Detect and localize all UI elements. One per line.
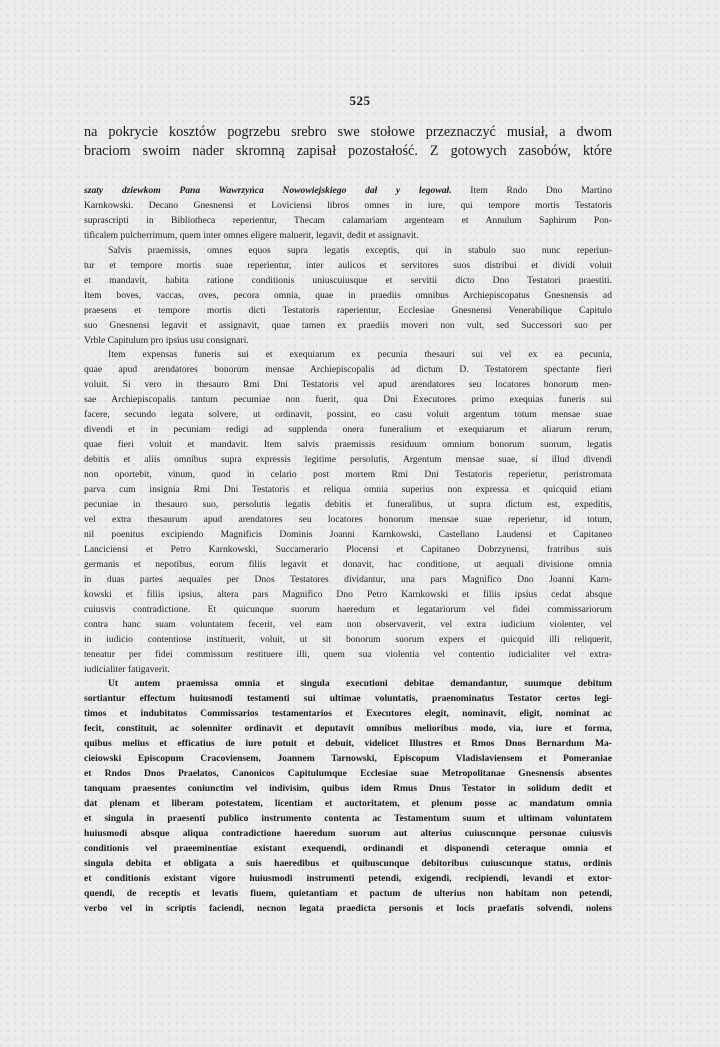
latin-line: Karnkowski. Decano Gnesnensi et Loviciensi libros omnes in iure, qui tempore mortis Testatoris (84, 199, 612, 211)
latin-line: Item boves, vaccas, oves, pecora omnia, quae in praediis omnibus Archiepiscopatus Gnesnensis ad (84, 289, 612, 301)
latin-text-block (84, 184, 612, 917)
latin-line: in iudicio contentiose instituerit, voluit, ut sit bonorum suorum expers et quicquid illi reliquerit, (84, 633, 612, 645)
polish-line: na pokrycie kosztów pogrzebu srebro swe stołowe przeznaczyć musiał, a dwom (84, 124, 612, 140)
latin-line: cieiowski Episcopum Cracoviensem, Joannem Tarnowski, Episcopum Vladislaviensem et Pomeraniae (84, 753, 612, 765)
latin-line: quibus melius et efficatius de iure potuit et debuit, videlicet Illustres et Rmos Dnos Bernardum Ma- (84, 738, 612, 750)
latin-line: tificalem pulcherrimum, quem inter omnes eligere maluerit, legavit, dedit et assignavit. (84, 229, 419, 241)
latin-line: tur et tempore mortis suae reperientur, inter aulicos et servitores suos distribui et dividi voluit (84, 259, 612, 271)
latin-line: huiusmodi absque aliqua contradictione haeredum suorum aut alterius cuiuscunque personae cuiusvis (84, 827, 612, 839)
page-number: 525 (349, 93, 371, 108)
latin-line: cuiusvis contradictione. Et quicunque suorum haeredum et legatariorum vel fidei commissariorum (84, 603, 612, 615)
latin-line: Vrble Capitulum pro ipsius usu consignari. (84, 334, 249, 346)
latin-heading: szaty dziewkom Pana Wawrzyńca Nowowiejskiego dał y legował. (84, 185, 452, 196)
latin-line: praesens et tempore mortis dicti Testatoris raperientur, Ecclesiae Gnesnensi Venerabilique Capitulo (84, 304, 612, 316)
polish-line: braciom swoim nader skromną zapisał pozostałość. Z gotowych zasobów, które (84, 143, 612, 159)
latin-line: quae apud arendatores bonorum mensae Archiepiscopalis ad dictum D. Testatorem spectante fieri (84, 364, 612, 376)
latin-line: suo Gnesnensi legavit et assignavit, quae tamen ex praediis moveri non vult, sed Successori suo per (84, 319, 612, 331)
latin-line: vel extra thesaurum apud arendatores seu locatores bonorum mensae suae reperietur, id totum, (84, 513, 612, 525)
latin-line: Lanciciensi et Petro Karnkowski, Succamerario Plocensi et Capitaneo Dobrzynensi, fratribus suis (84, 543, 612, 555)
latin-line: et mandavit, habita ratione conditionis uniuscuiusque et servitii dicto Dno Testatori praestiti. (84, 274, 612, 286)
latin-line-text: Item Rndo Dno Martino (451, 185, 612, 196)
latin-line: conditionis vel praeeminentiae existant exequendi, ordinandi et disponendi ceteraque omnia et (84, 842, 612, 854)
latin-line: et Rndos Dnos Praelatos, Canonicos Capitulumque Ecclesiae suae Metropolitanae Gnesnensis absentes (84, 768, 612, 780)
latin-line: fecit, constituit, ac solenniter ordinavit et deputavit omnibus melioribus modo, via, iure et forma, (84, 723, 612, 735)
latin-line: divendi et in pecuniam redigi ad supplenda onera funeralium et exequiarum et aliarum rerum, (84, 424, 612, 436)
latin-line: contra hanc suam voluntatem fecerit, vel eam non observaverit, vel extra iudicium violenter, vel (84, 618, 612, 630)
latin-line: sae Archiepiscopalis tantum pecumiae non fuerit, qua Dni Executores primo exequias funeris sui (84, 394, 612, 406)
latin-line: debitis et aliis omnibus supra expressis legitime persolutis, Argentum mensae suae, si illud divendi (84, 454, 612, 466)
latin-line: in duas partes aequales per Dnos Testatores dividantur, una pars Magnifico Dno Joanni Karn- (84, 573, 612, 585)
latin-line: et singula in praesenti publico instrumento contenta ac Testamentum suum et ultimam voluntatem (84, 813, 612, 825)
latin-line: iudicialiter fatigaverit. (84, 663, 170, 675)
latin-line (84, 184, 612, 199)
latin-line: Item expensas funeris sui et exequiarum ex pecunia thesauri sui vel ex ea pecunia, (108, 349, 612, 361)
latin-line: nil poenitus excipiendo Magnificis Dominis Joanni Karnkowski, Castellano Laudensi et Capitaneo (84, 528, 612, 540)
latin-line: sortiantur effectum huiusmodi testamenti sui ultimae voluntatis, praenominatus Testator certos legi- (84, 693, 612, 705)
latin-line: parva cum insignia Rmi Dni Testatoris et reliqua omnia superius non expressa et quicquid etiam (84, 484, 612, 496)
latin-line: teneatur per fidei commissum restituere illi, quem sua violentia vel contentio iudicialiter vel extra- (84, 648, 612, 660)
latin-line: pecuniae in thesauro suo, persolutis legatis debitis et funeralibus, ut supra dictum est, expeditis, (84, 499, 612, 511)
latin-line: germanis et nepotibus, eorum filiis legavit et donavit, hac conditione, ut aequali divisione omnia (84, 558, 612, 570)
latin-line: quendi, de receptis et levatis fiuem, quietantiam et pactum de ulterius non habitam non petendi, (84, 887, 612, 899)
latin-line: voluit. Si vero in thesauro Rmi Dni Testatoris vel apud arendatores seu locatores bonorum men- (84, 379, 612, 391)
latin-line: facere, secundo legata solvere, ut ordinavit, possint, eo casu voluit argentum totum mensae suae (84, 409, 612, 421)
polish-paragraph (84, 123, 612, 161)
latin-line: verbo vel in scriptis faciendi, necnon legata praedicta personis et locis praefatis solvendi, nolens (84, 902, 612, 914)
latin-line: kowski et filiis ipsius, altera pars Magnifico Dno Petro Karnkowski et filiis ipsius cedat absque (84, 588, 612, 600)
latin-line: timos et indubitatos Commissarios testamentarios et Executores elegit, nominavit, eligit, nominat ac (84, 708, 612, 720)
latin-line: Salvis praemissis, omnes equos supra legatis exceptis, qui in stabulo suo nunc reperiun- (108, 244, 612, 256)
latin-line: quae fieri voluit et mandavit. Item salvis praemissis residuum omnium bonorum suorum, legatis (84, 439, 612, 451)
latin-line: Ut autem praemissa omnia et singula executioni debitae demandantur, suumque debitum (108, 678, 612, 690)
latin-line: non oportebit, vinum, quod in celario post mortem Rmi Dni Testatoris reperietur, peristromata (84, 469, 612, 481)
latin-line: tanquam praesentes coniunctim vel indivisim, quibus idem Rmus Dnus Testator in solidum dedit et (84, 783, 612, 795)
latin-line: dat plenam et liberam potestatem, licentiam et auctoritatem, et plenum posse ac mandatum omnia (84, 798, 612, 810)
latin-line: singula debita et obligata a suis haeredibus et quibuscunque debitoribus cuiuscunque status, ordinis (84, 857, 612, 869)
latin-line: et conditionis existant vigore huiusmodi instrumenti petendi, exigendi, recipiendi, levandi et extor- (84, 872, 612, 884)
latin-line: suprascripti in Bibliotheca reperientur, Thecam calamariam argenteam et Annulum Saphirum Pon- (84, 214, 612, 226)
